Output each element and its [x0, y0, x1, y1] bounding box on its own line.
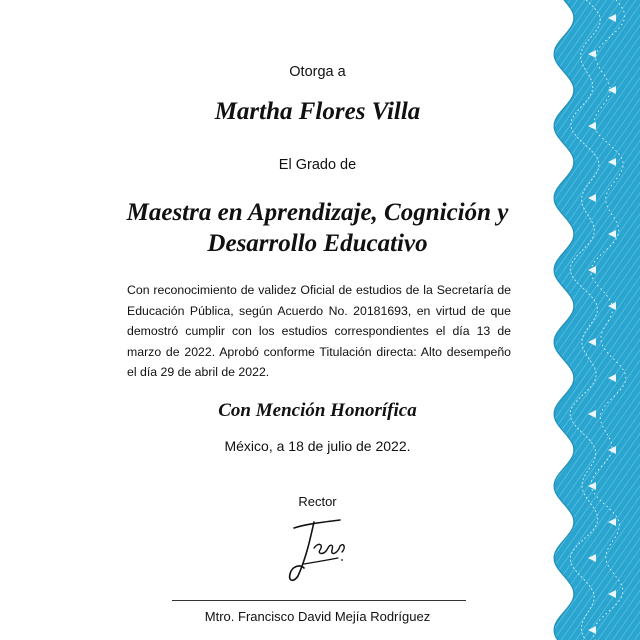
decorative-border: [540, 0, 640, 640]
degree-title-line-2: Desarrollo Educativo: [207, 230, 428, 257]
degree-title-line-1: Maestra en Aprendizaje, Cognición y: [126, 199, 509, 226]
place-and-date: México, a 18 de julio de 2022.: [224, 438, 411, 454]
honor-mention: Con Mención Honorífica: [218, 400, 417, 421]
recipient-name: Martha Flores Villa: [214, 98, 421, 125]
handwritten-signature: [284, 514, 354, 586]
signer-name: Mtro. Francisco David Mejía Rodríguez: [204, 609, 431, 624]
rector-label: Rector: [298, 494, 337, 509]
award-lead-text: Otorga a: [289, 64, 346, 80]
validity-statement: Con reconocimiento de validez Oficial de estudios de la Secretaría de Educación Pública, según Acuerdo No. 20181693, en virtud de que demostró cumplir con los estudios correspondientes el día 13 de marzo de 2022. Aprobó conforme Titulación directa: Alto desempeño el día 29 de abril de 2022.: [127, 283, 511, 379]
degree-title: [90, 197, 545, 259]
signature-line: [172, 600, 466, 601]
grade-lead-text: El Grado de: [278, 157, 357, 173]
